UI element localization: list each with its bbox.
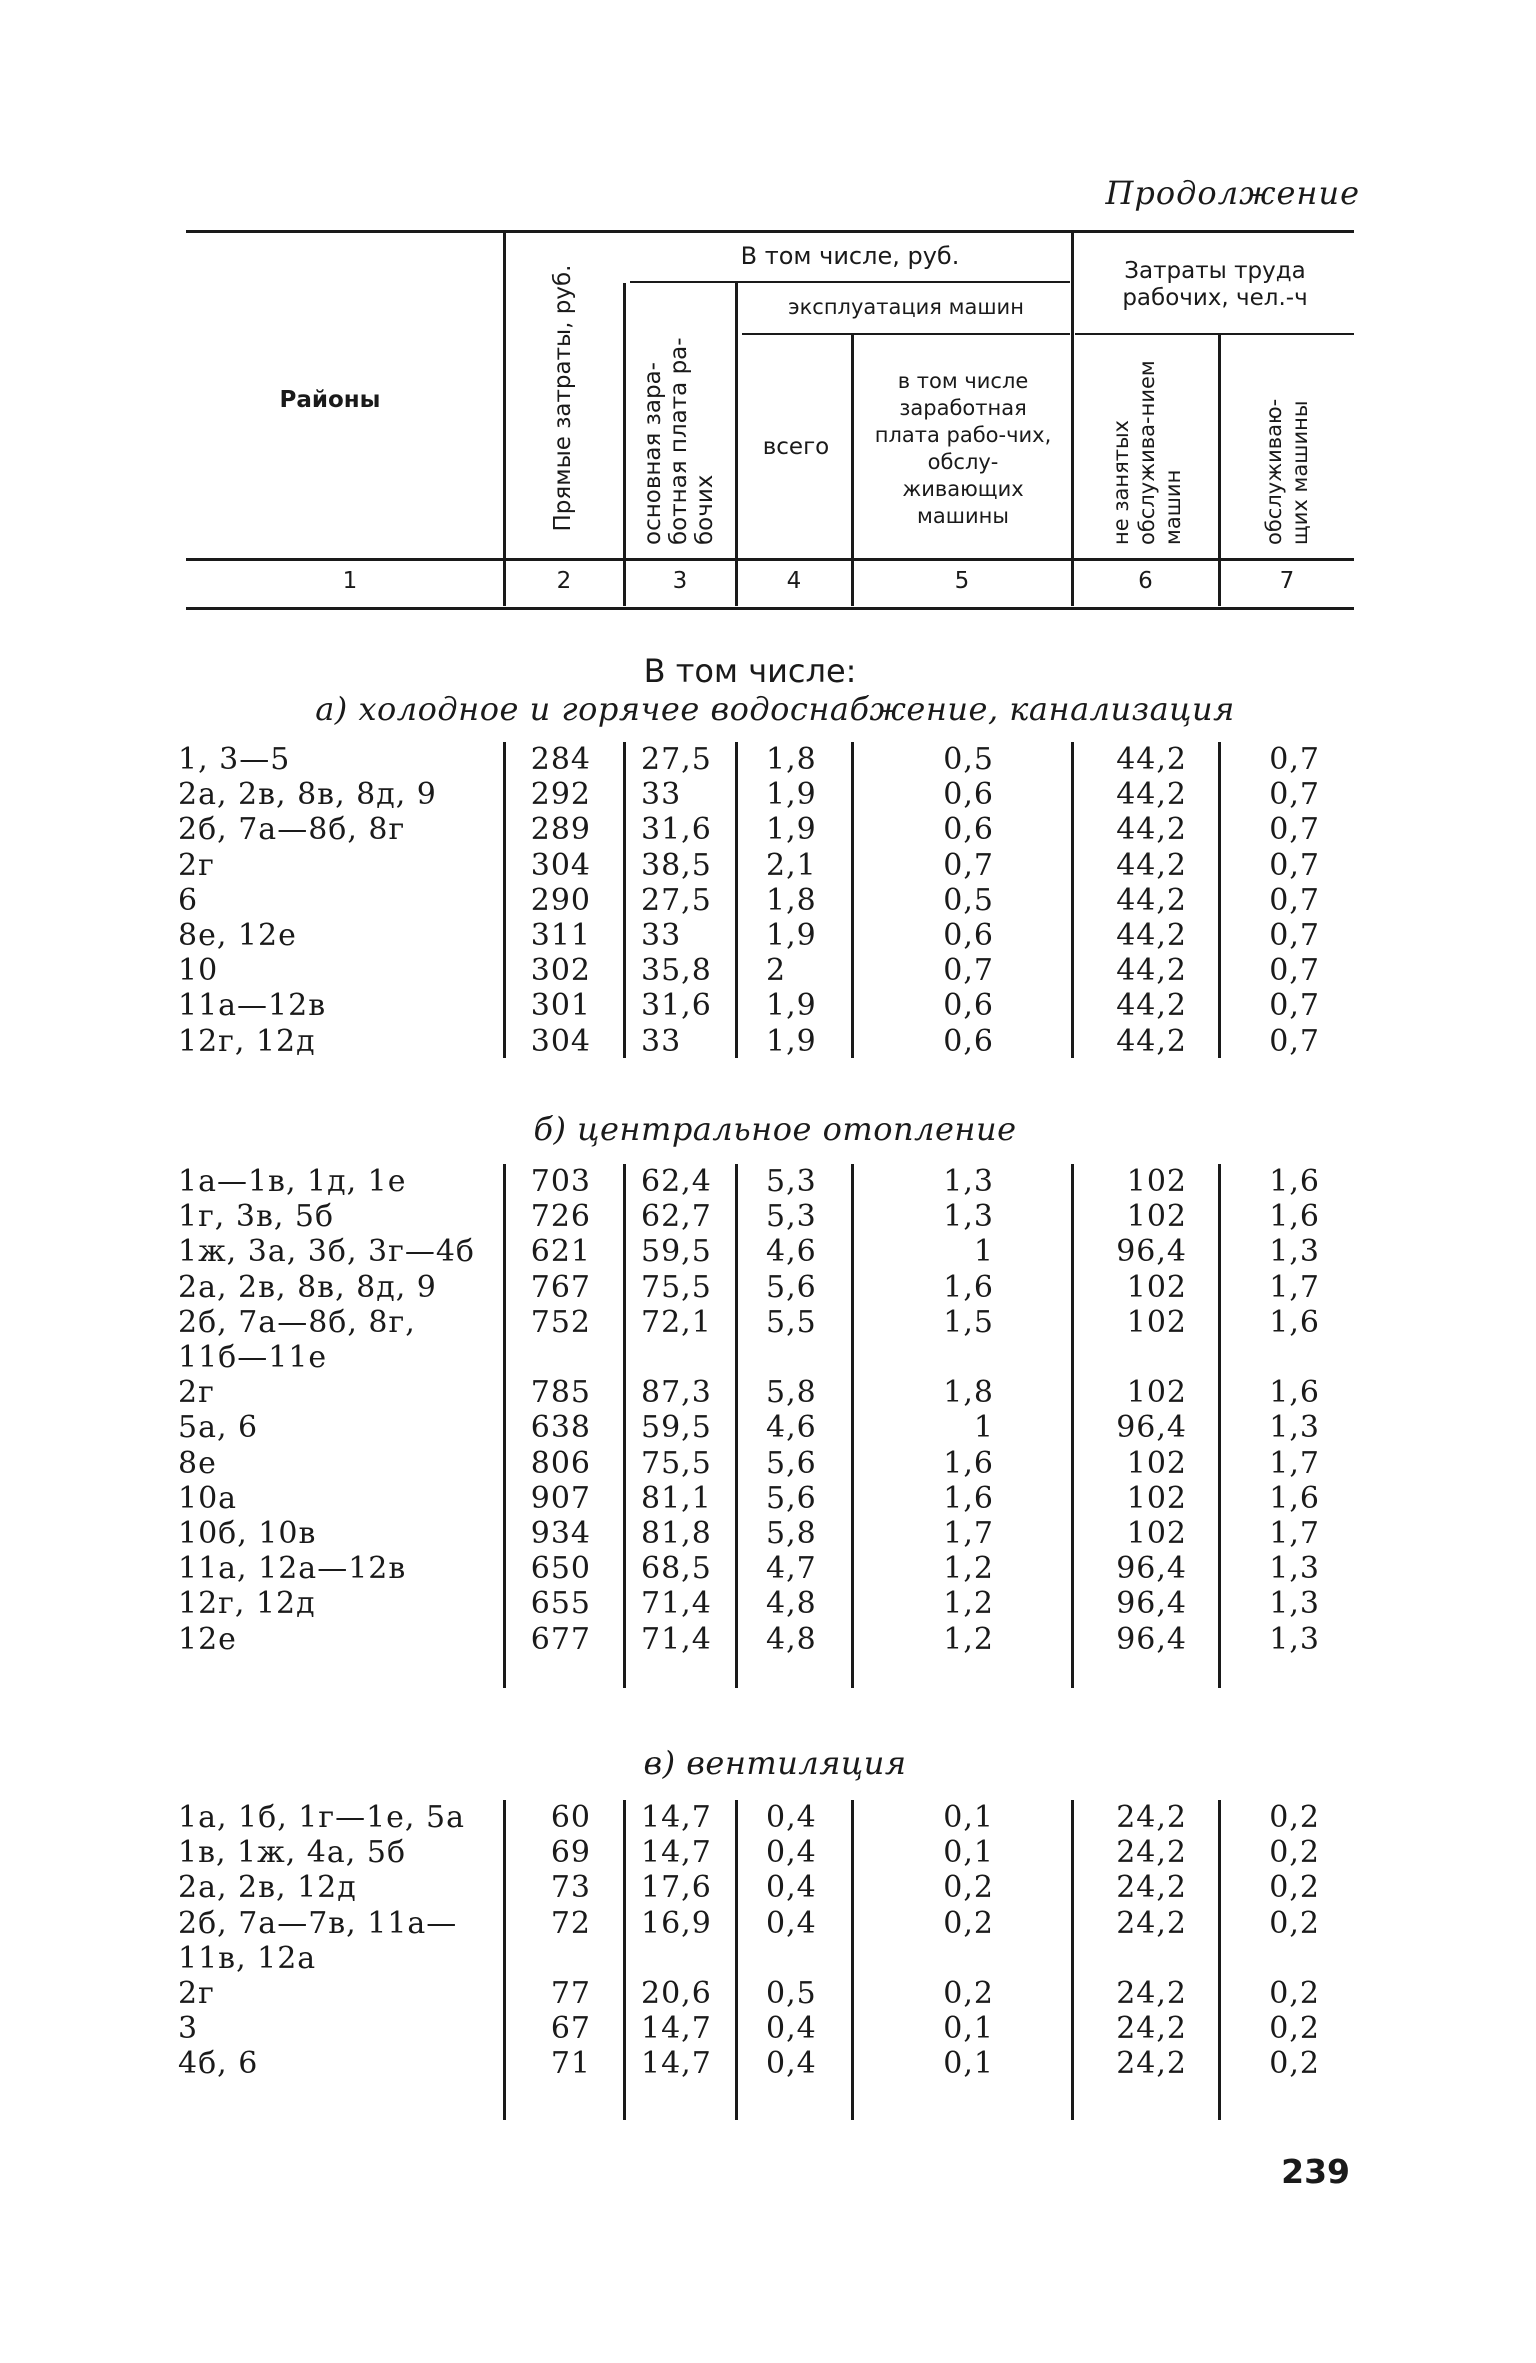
cell-direct-costs: 289 — [530, 812, 591, 848]
cell-labor-not-machine: 102 — [1126, 1516, 1187, 1551]
cell-machine-total: 1,8 — [766, 742, 817, 777]
cell-base-wages: 14,7 — [641, 2011, 712, 2047]
cell-direct-costs: 290 — [530, 882, 591, 918]
cell-labor-not-machine: 96,4 — [1116, 1410, 1187, 1446]
cell-machine-total: 5,6 — [766, 1480, 817, 1516]
header-vrule-5 — [1071, 232, 1074, 606]
header-base-wages: основная зара-ботная плата ра-бочих — [640, 337, 718, 545]
cell-labor-not-machine: 96,4 — [1116, 1586, 1187, 1622]
cell-machine-total: 2 — [766, 953, 787, 989]
cell-machine-wages: 0,1 — [943, 1835, 994, 1871]
cell-labor-not-machine: 102 — [1126, 1480, 1187, 1516]
data-vrule — [623, 1164, 626, 1688]
cell-base-wages: 27,5 — [641, 882, 712, 918]
cell-direct-costs: 655 — [530, 1586, 591, 1622]
cell-machine-wages: 0,6 — [943, 1023, 994, 1059]
cell-base-wages: 71,4 — [641, 1621, 712, 1657]
section-a-lead: В том числе: — [643, 652, 857, 690]
cell-labor-machine: 0,2 — [1269, 2046, 1320, 2082]
row-district: 10б, 10в — [178, 1516, 317, 1551]
cell-machine-total: 5,6 — [766, 1445, 817, 1481]
cell-labor-machine: 1,7 — [1269, 1516, 1320, 1551]
cell-direct-costs: 767 — [530, 1269, 591, 1305]
header-vrule-3 — [735, 283, 738, 606]
cell-machine-wages: 0,6 — [943, 918, 994, 953]
cell-direct-costs: 785 — [530, 1375, 591, 1411]
cell-machine-total: 1,9 — [766, 777, 817, 813]
cell-machine-wages: 1,7 — [943, 1516, 994, 1551]
cell-base-wages: 72,1 — [641, 1304, 712, 1340]
cell-machine-total: 1,9 — [766, 812, 817, 848]
cell-direct-costs: 304 — [530, 1023, 591, 1059]
row-district: 2б, 7а—8б, 8г, — [178, 1304, 416, 1340]
cell-direct-costs: 621 — [530, 1234, 591, 1270]
cell-labor-not-machine: 96,4 — [1116, 1234, 1187, 1270]
cell-labor-machine: 0,7 — [1269, 1023, 1320, 1059]
cell-machine-wages: 1,6 — [943, 1445, 994, 1481]
cell-labor-machine: 0,2 — [1269, 1835, 1320, 1871]
cell-direct-costs: 638 — [530, 1410, 591, 1446]
cell-direct-costs: 752 — [530, 1304, 591, 1340]
cell-direct-costs: 934 — [530, 1516, 591, 1551]
cell-labor-machine: 0,7 — [1269, 742, 1320, 777]
row-district: 1а—1в, 1д, 1е — [178, 1164, 407, 1199]
cell-machine-wages: 1,8 — [943, 1375, 994, 1411]
row-district: 2г — [178, 1375, 215, 1411]
cell-labor-not-machine: 102 — [1126, 1199, 1187, 1235]
cell-labor-not-machine: 24,2 — [1116, 1835, 1187, 1871]
cell-direct-costs: 284 — [530, 742, 591, 777]
cell-machine-wages: 0,5 — [943, 882, 994, 918]
row-district: 2г — [178, 1976, 215, 2011]
cell-direct-costs: 302 — [530, 953, 591, 989]
cell-machine-wages: 1,3 — [943, 1164, 994, 1199]
colnum-1: 1 — [342, 568, 358, 594]
header-direct-costs: Прямые затраты, руб. — [550, 264, 576, 532]
cell-labor-not-machine: 102 — [1126, 1375, 1187, 1411]
cell-labor-machine: 0,7 — [1269, 882, 1320, 918]
cell-machine-wages: 1 — [973, 1410, 994, 1446]
cell-labor-machine: 0,2 — [1269, 2011, 1320, 2047]
cell-machine-wages: 0,7 — [943, 953, 994, 989]
cell-labor-not-machine: 44,2 — [1116, 742, 1187, 777]
cell-base-wages: 33 — [641, 1023, 682, 1059]
cell-base-wages: 68,5 — [641, 1551, 712, 1587]
colnum-2: 2 — [556, 568, 572, 594]
cell-base-wages: 16,9 — [641, 1905, 712, 1941]
cell-base-wages: 17,6 — [641, 1870, 712, 1906]
cell-labor-machine: 0,7 — [1269, 812, 1320, 848]
row-district: 2б, 7а—7в, 11а— — [178, 1905, 458, 1941]
cell-base-wages: 62,4 — [641, 1164, 712, 1199]
header-vrule-1 — [503, 232, 506, 606]
cell-base-wages: 81,1 — [641, 1480, 712, 1516]
cell-machine-wages: 0,7 — [943, 847, 994, 883]
cell-machine-wages: 0,1 — [943, 2011, 994, 2047]
cell-machine-total: 1,9 — [766, 1023, 817, 1059]
cell-direct-costs: 907 — [530, 1480, 591, 1516]
cell-machine-wages: 0,2 — [943, 1976, 994, 2011]
row-district: 10а — [178, 1480, 238, 1516]
cell-machine-wages: 1,2 — [943, 1621, 994, 1657]
cell-machine-total: 1,8 — [766, 882, 817, 918]
cell-machine-total: 0,4 — [766, 1835, 817, 1871]
data-vrule — [735, 1164, 738, 1688]
row-district: 4б, 6 — [178, 2046, 259, 2082]
data-vrule — [623, 742, 626, 1058]
row-district: 2г — [178, 847, 215, 883]
row-district: 2а, 2в, 12д — [178, 1870, 357, 1906]
cell-labor-machine: 0,7 — [1269, 847, 1320, 883]
cell-machine-total: 4,8 — [766, 1621, 817, 1657]
cell-labor-not-machine: 24,2 — [1116, 1976, 1187, 2011]
header-top-rule — [186, 230, 1354, 233]
cell-labor-not-machine: 44,2 — [1116, 847, 1187, 883]
header-vrule-4 — [851, 335, 854, 606]
data-vrule — [735, 742, 738, 1058]
row-district: 1ж, 3а, 3б, 3г—4б — [178, 1234, 475, 1270]
cell-labor-not-machine: 102 — [1126, 1164, 1187, 1199]
cell-machine-wages: 0,2 — [943, 1870, 994, 1906]
row-district: 11в, 12а — [178, 1940, 317, 1976]
cell-machine-wages: 0,1 — [943, 1800, 994, 1835]
cell-base-wages: 33 — [641, 777, 682, 813]
cell-labor-not-machine: 44,2 — [1116, 882, 1187, 918]
cell-labor-machine: 0,2 — [1269, 1905, 1320, 1941]
cell-base-wages: 35,8 — [641, 953, 712, 989]
row-district: 5а, 6 — [178, 1410, 259, 1446]
cell-machine-wages: 0,1 — [943, 2046, 994, 2082]
header-machine-wages: в том числе заработная плата рабо-чих, обслу-живающих машины — [874, 369, 1052, 528]
row-district: 11а, 12а—12в — [178, 1551, 407, 1587]
cell-labor-not-machine: 24,2 — [1116, 1800, 1187, 1835]
row-district: 12е — [178, 1621, 237, 1657]
cell-machine-total: 4,6 — [766, 1410, 817, 1446]
cell-machine-wages: 0,5 — [943, 742, 994, 777]
cell-base-wages: 33 — [641, 918, 682, 953]
cell-labor-machine: 0,7 — [1269, 918, 1320, 953]
cell-machine-total: 4,8 — [766, 1586, 817, 1622]
cell-labor-machine: 0,2 — [1269, 1976, 1320, 2011]
cell-labor-machine: 1,6 — [1269, 1304, 1320, 1340]
cell-labor-machine: 0,2 — [1269, 1870, 1320, 1906]
cell-machine-total: 1,9 — [766, 918, 817, 953]
row-district: 8е — [178, 1445, 217, 1481]
cell-direct-costs: 301 — [530, 988, 591, 1024]
data-vrule — [735, 1800, 738, 2120]
cell-labor-not-machine: 44,2 — [1116, 812, 1187, 848]
row-district: 2а, 2в, 8в, 8д, 9 — [178, 777, 437, 813]
cell-labor-machine: 1,6 — [1269, 1164, 1320, 1199]
cell-base-wages: 75,5 — [641, 1269, 712, 1305]
row-district: 11б—11е — [178, 1340, 328, 1375]
header-labor-machine: обслуживаю-щих машины — [1262, 398, 1312, 545]
header-bottom-rule — [186, 558, 1354, 561]
row-district: 3 — [178, 2011, 199, 2047]
cell-direct-costs: 650 — [530, 1551, 591, 1587]
section-b-title: б) центральное отопление — [533, 1110, 1017, 1148]
cell-machine-total: 5,8 — [766, 1375, 817, 1411]
cell-direct-costs: 292 — [530, 777, 591, 813]
cell-labor-not-machine: 24,2 — [1116, 2046, 1187, 2082]
row-district: 1а, 1б, 1г—1е, 5а — [178, 1800, 465, 1835]
cell-machine-total: 2,1 — [766, 847, 817, 883]
data-vrule — [623, 1800, 626, 2120]
row-district: 6 — [178, 882, 199, 918]
cell-labor-machine: 0,2 — [1269, 1800, 1320, 1835]
cell-machine-wages: 1,3 — [943, 1199, 994, 1235]
row-district: 2б, 7а—8б, 8г — [178, 812, 406, 848]
cell-base-wages: 27,5 — [641, 742, 712, 777]
cell-machine-wages: 1 — [973, 1234, 994, 1270]
cell-base-wages: 20,6 — [641, 1976, 712, 2011]
cell-labor-not-machine: 24,2 — [1116, 1905, 1187, 1941]
header-total: всего — [762, 434, 830, 460]
cell-base-wages: 38,5 — [641, 847, 712, 883]
cell-labor-machine: 1,3 — [1269, 1621, 1320, 1657]
cell-base-wages: 14,7 — [641, 1835, 712, 1871]
cell-direct-costs: 806 — [530, 1445, 591, 1481]
cell-machine-total: 0,5 — [766, 1976, 817, 2011]
cell-labor-machine: 0,7 — [1269, 988, 1320, 1024]
cell-labor-not-machine: 24,2 — [1116, 1870, 1187, 1906]
row-district: 12г, 12д — [178, 1586, 316, 1622]
cell-machine-total: 5,3 — [766, 1199, 817, 1235]
cell-labor-machine: 1,6 — [1269, 1199, 1320, 1235]
including-rule — [630, 281, 1070, 283]
colnum-6: 6 — [1138, 568, 1153, 594]
cell-machine-total: 4,6 — [766, 1234, 817, 1270]
continued-label: Продолжение — [1105, 174, 1360, 212]
cell-machine-total: 5,3 — [766, 1164, 817, 1199]
row-district: 12г, 12д — [178, 1023, 316, 1059]
cell-labor-machine: 1,6 — [1269, 1480, 1320, 1516]
cell-machine-total: 0,4 — [766, 2046, 817, 2082]
cell-machine-total: 0,4 — [766, 1800, 817, 1835]
header-machine-ops: эксплуатация машин — [788, 295, 1024, 319]
cell-labor-not-machine: 102 — [1126, 1269, 1187, 1305]
cell-machine-wages: 0,6 — [943, 777, 994, 813]
colnum-bottom-rule — [186, 607, 1354, 610]
cell-base-wages: 71,4 — [641, 1586, 712, 1622]
cell-labor-machine: 0,7 — [1269, 777, 1320, 813]
cell-machine-total: 0,4 — [766, 1870, 817, 1906]
cell-machine-total: 5,5 — [766, 1304, 817, 1340]
cell-labor-not-machine: 96,4 — [1116, 1621, 1187, 1657]
cell-machine-wages: 1,6 — [943, 1269, 994, 1305]
cell-direct-costs: 60 — [550, 1800, 591, 1835]
row-district: 1в, 1ж, 4а, 5б — [178, 1835, 406, 1871]
cell-labor-machine: 1,7 — [1269, 1269, 1320, 1305]
row-district: 2а, 2в, 8в, 8д, 9 — [178, 1269, 437, 1305]
cell-base-wages: 14,7 — [641, 1800, 712, 1835]
cell-base-wages: 59,5 — [641, 1234, 712, 1270]
cell-machine-wages: 1,2 — [943, 1551, 994, 1587]
cell-base-wages: 87,3 — [641, 1375, 712, 1411]
cell-labor-not-machine: 44,2 — [1116, 777, 1187, 813]
header-labor: Затраты труда рабочих, чел.-ч — [1122, 258, 1308, 311]
cell-machine-wages: 1,5 — [943, 1304, 994, 1340]
cell-machine-total: 1,9 — [766, 988, 817, 1024]
cell-direct-costs: 311 — [530, 918, 591, 953]
header-vrule-2 — [623, 283, 626, 606]
cell-machine-total: 0,4 — [766, 2011, 817, 2047]
cell-labor-not-machine: 96,4 — [1116, 1551, 1187, 1587]
header-including: В том числе, руб. — [740, 242, 960, 270]
cell-direct-costs: 69 — [550, 1835, 591, 1871]
cell-base-wages: 31,6 — [641, 812, 712, 848]
cell-machine-wages: 1,6 — [943, 1480, 994, 1516]
header-districts: Районы — [279, 387, 381, 413]
cell-machine-total: 5,8 — [766, 1516, 817, 1551]
cell-labor-not-machine: 44,2 — [1116, 953, 1187, 989]
cell-direct-costs: 72 — [550, 1905, 591, 1941]
cell-labor-machine: 1,7 — [1269, 1445, 1320, 1481]
cell-direct-costs: 71 — [550, 2046, 591, 2082]
cell-direct-costs: 67 — [550, 2011, 591, 2047]
cell-machine-wages: 0,2 — [943, 1905, 994, 1941]
cell-direct-costs: 304 — [530, 847, 591, 883]
cell-labor-not-machine: 102 — [1126, 1304, 1187, 1340]
row-district: 1г, 3в, 5б — [178, 1199, 335, 1235]
page-number: 239 — [1281, 2152, 1350, 2191]
colnum-3: 3 — [672, 568, 688, 594]
cell-labor-not-machine: 44,2 — [1116, 1023, 1187, 1059]
section-a-title: а) холодное и горячее водоснабжение, канализация — [315, 690, 1235, 728]
cell-labor-machine: 1,6 — [1269, 1375, 1320, 1411]
cell-labor-not-machine: 102 — [1126, 1445, 1187, 1481]
cell-base-wages: 81,8 — [641, 1516, 712, 1551]
section-c-title: в) вентиляция — [643, 1744, 907, 1782]
cell-base-wages: 62,7 — [641, 1199, 712, 1235]
cell-labor-machine: 1,3 — [1269, 1234, 1320, 1270]
cell-machine-wages: 0,6 — [943, 988, 994, 1024]
cell-machine-total: 5,6 — [766, 1269, 817, 1305]
cell-direct-costs: 77 — [550, 1976, 591, 2011]
colnum-5: 5 — [954, 568, 970, 594]
cell-labor-machine: 1,3 — [1269, 1586, 1320, 1622]
cell-machine-total: 0,4 — [766, 1905, 817, 1941]
row-district: 10 — [178, 953, 219, 989]
cell-base-wages: 75,5 — [641, 1445, 712, 1481]
cell-base-wages: 59,5 — [641, 1410, 712, 1446]
cell-machine-total: 4,7 — [766, 1551, 817, 1587]
cell-labor-machine: 1,3 — [1269, 1551, 1320, 1587]
labor-rule — [1075, 333, 1354, 335]
cell-labor-not-machine: 24,2 — [1116, 2011, 1187, 2047]
row-district: 11а—12в — [178, 988, 327, 1024]
cell-labor-machine: 1,3 — [1269, 1410, 1320, 1446]
cell-machine-wages: 1,2 — [943, 1586, 994, 1622]
machine-ops-rule — [742, 333, 1070, 335]
cell-machine-wages: 0,6 — [943, 812, 994, 848]
cell-labor-machine: 0,7 — [1269, 953, 1320, 989]
header-vrule-6 — [1218, 335, 1221, 606]
cell-labor-not-machine: 44,2 — [1116, 918, 1187, 953]
row-district: 8е, 12е — [178, 918, 297, 953]
cell-direct-costs: 73 — [550, 1870, 591, 1906]
cell-labor-not-machine: 44,2 — [1116, 988, 1187, 1024]
colnum-4: 4 — [786, 568, 802, 594]
cell-direct-costs: 726 — [530, 1199, 591, 1235]
cell-direct-costs: 703 — [530, 1164, 591, 1199]
row-district: 1, 3—5 — [178, 742, 291, 777]
colnum-7: 7 — [1279, 568, 1295, 594]
cell-base-wages: 14,7 — [641, 2046, 712, 2082]
header-labor-not-machine: не занятых обслужива-нием машин — [1109, 360, 1185, 545]
cell-direct-costs: 677 — [530, 1621, 591, 1657]
cell-base-wages: 31,6 — [641, 988, 712, 1024]
